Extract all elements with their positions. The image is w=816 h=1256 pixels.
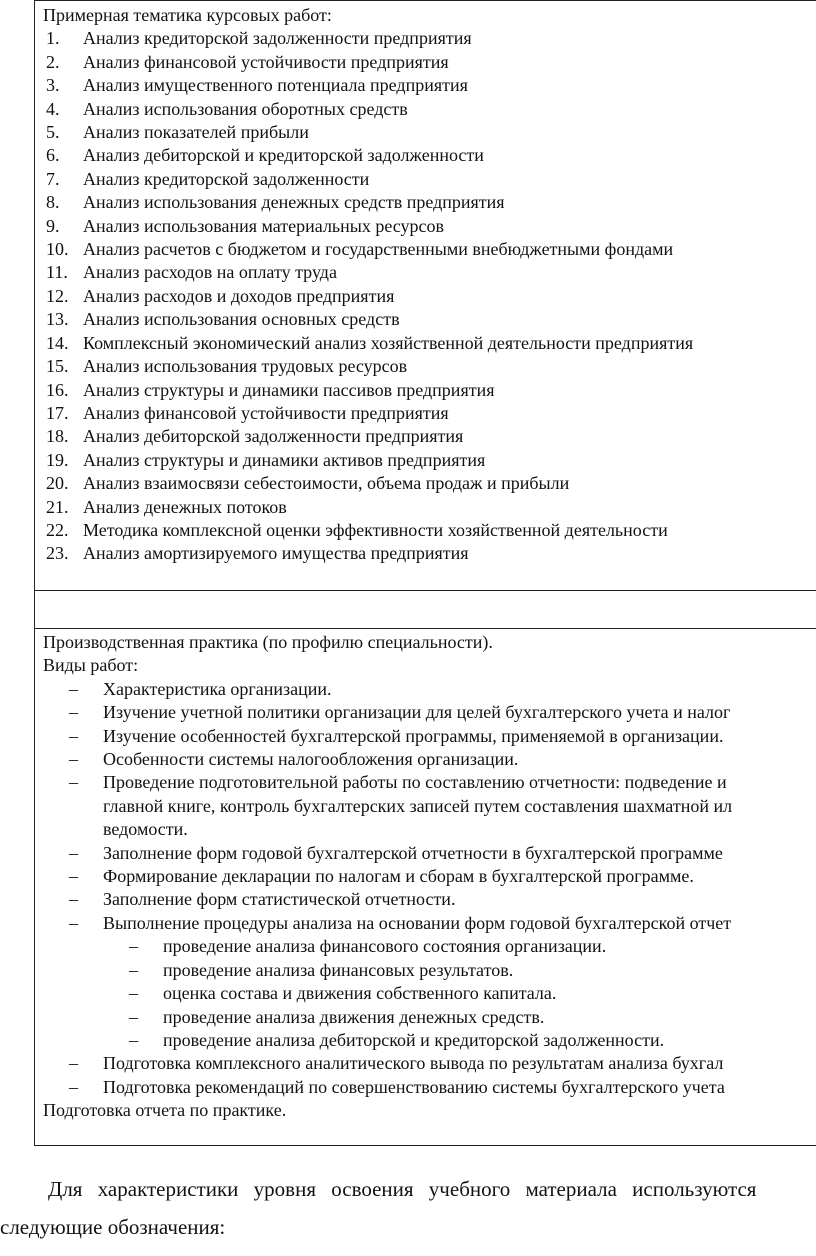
practice-item <box>43 1076 816 1099</box>
practice-subitem <box>43 935 816 958</box>
topic-title: Анализ денежных потоков <box>83 496 287 517</box>
topic-title: Анализ финансовой устойчивости предприятия <box>83 402 449 423</box>
practice-heading: Производственная практика (по профилю специальности). <box>43 632 493 652</box>
dash-bullet: – <box>69 678 78 699</box>
topic-title: Анализ использования трудовых ресурсов <box>83 356 408 377</box>
practice-item-line: проведение анализа финансовых результатов. <box>163 959 514 980</box>
practice-item <box>43 725 816 748</box>
topic-number: 9. <box>46 215 60 236</box>
practice-item <box>43 912 816 935</box>
practice-subitem <box>43 1029 816 1052</box>
topic-title: Анализ показателей прибыли <box>83 122 309 143</box>
topic-title: Анализ использования основных средств <box>83 309 400 330</box>
practice-item-text <box>103 701 730 724</box>
practice-item-text <box>163 1029 664 1052</box>
topic-number: 4. <box>46 98 60 119</box>
topic-title: Анализ структуры и динамики пассивов предприятия <box>83 379 495 400</box>
dash-bullet: – <box>69 725 78 746</box>
practice-subitem <box>43 959 816 982</box>
dash-bullet: – <box>69 842 78 863</box>
topic-title: Анализ имущественного потенциала предприятия <box>83 75 468 96</box>
practice-item-text <box>103 1052 723 1075</box>
topic-item <box>43 379 816 402</box>
topic-item <box>43 121 816 144</box>
practice-item-line: Проведение подготовительной работы по составлению отчетности: подведение и <box>103 772 727 793</box>
topic-title: Анализ расчетов с бюджетом и государственными внебюджетными фондами <box>83 239 674 260</box>
topic-number: 6. <box>46 145 60 166</box>
practice-item <box>43 1052 816 1075</box>
practice-item-text <box>103 842 723 865</box>
topic-item <box>43 51 816 74</box>
practice-item-text <box>103 912 731 935</box>
practice-item-line: проведение анализа дебиторской и кредиторской задолженности. <box>163 1029 665 1050</box>
topic-item <box>43 402 816 425</box>
practice-item-line: проведение анализа движения денежных средств. <box>163 1006 545 1027</box>
practice-item-text <box>103 771 732 841</box>
topic-title: Анализ структуры и динамики активов предприятия <box>83 449 486 470</box>
practice-footer: Подготовка отчета по практике. <box>43 1100 287 1121</box>
topic-number: 13. <box>46 309 69 330</box>
topic-title: Анализ кредиторской задолженности предприятия <box>83 28 472 49</box>
practice-item <box>43 678 816 701</box>
topic-title: Анализ расходов и доходов предприятия <box>83 285 395 306</box>
practice-item-text <box>163 1006 544 1029</box>
topic-item <box>43 449 816 472</box>
topic-item <box>43 98 816 121</box>
topic-item <box>43 168 816 191</box>
practice-item <box>43 771 816 841</box>
dash-bullet: – <box>69 1053 78 1074</box>
topic-number: 2. <box>46 51 60 72</box>
practice-item <box>43 842 816 865</box>
topic-number: 14. <box>46 332 69 353</box>
practice-item <box>43 888 816 911</box>
practice-item <box>43 748 816 771</box>
dash-bullet: – <box>69 1076 78 1097</box>
topic-title: Анализ дебиторской и кредиторской задолженности <box>83 145 484 166</box>
paragraph-line: Для характеристики уровня освоения учебного материала используются <box>48 1177 757 1201</box>
content-table <box>34 0 816 1146</box>
topic-title: Методика комплексной оценки эффективности хозяйственной деятельности <box>83 519 668 540</box>
topic-number: 21. <box>46 496 69 517</box>
empty-cell <box>35 591 816 629</box>
practice-item-line: проведение анализа финансового состояния организации. <box>163 936 607 957</box>
topic-item <box>43 261 816 284</box>
topic-number: 17. <box>46 402 69 423</box>
topic-item <box>43 425 816 448</box>
topic-number: 22. <box>46 519 69 540</box>
topic-title: Комплексный экономический анализ хозяйственной деятельности предприятия <box>83 332 694 353</box>
topic-item <box>43 238 816 261</box>
topic-number: 5. <box>46 122 60 143</box>
practice-item-text <box>103 1076 725 1099</box>
dash-bullet: – <box>129 936 138 957</box>
practice-item-line: Заполнение форм годовой бухгалтерской отчетности в бухгалтерской программе <box>103 842 723 863</box>
topic-title: Анализ расходов на оплату труда <box>83 262 337 283</box>
practice-subheading: Виды работ: <box>43 655 139 676</box>
practice-item-line: Изучение особенностей бухгалтерской программы, применяемой в организации. <box>103 725 724 746</box>
practice-item-text <box>103 725 723 748</box>
dash-bullet: – <box>129 983 138 1004</box>
topic-title: Анализ использования материальных ресурсов <box>83 215 445 236</box>
practice-item-text <box>163 959 513 982</box>
topic-item <box>43 519 816 542</box>
practice-work-list <box>43 678 816 1099</box>
topic-title: Анализ кредиторской задолженности <box>83 168 370 189</box>
practice-item-line: Подготовка комплексного аналитического вывода по результатам анализа бухгал <box>103 1053 724 1074</box>
practice-item <box>43 701 816 724</box>
topic-item <box>43 215 816 238</box>
practice-item-text <box>103 865 694 888</box>
dash-bullet: – <box>129 1029 138 1050</box>
topic-item <box>43 285 816 308</box>
coursework-topic-list <box>43 27 816 565</box>
topic-title: Анализ финансовой устойчивости предприятия <box>83 51 449 72</box>
topic-title: Анализ взаимосвязи себестоимости, объема продаж и прибыли <box>83 473 570 494</box>
paragraph-line: следующие обозначения: <box>0 1215 226 1239</box>
dash-bullet: – <box>129 1006 138 1027</box>
practice-item-line: Характеристика организации. <box>103 678 332 699</box>
topic-item <box>43 144 816 167</box>
body-paragraph <box>0 1170 816 1246</box>
topic-number: 23. <box>46 543 69 564</box>
topic-number: 11. <box>46 262 68 283</box>
practice-item-text <box>103 748 518 771</box>
topic-item <box>43 542 816 565</box>
dash-bullet: – <box>69 702 78 723</box>
practice-subitem <box>43 1006 816 1029</box>
practice-item-line: Выполнение процедуры анализа на основании форм годовой бухгалтерской отчет <box>103 912 732 933</box>
practice-item-line: Подготовка рекомендаций по совершенствованию системы бухгалтерского учета <box>103 1076 725 1097</box>
dash-bullet: – <box>69 749 78 770</box>
practice-item-line: Особенности системы налогообложения организации. <box>103 749 519 770</box>
practice-item-line: главной книге, контроль бухгалтерских записей путем составления шахматной ил <box>103 795 733 816</box>
topic-number: 7. <box>46 168 60 189</box>
practice-item-text <box>103 888 455 911</box>
dash-bullet: – <box>69 866 78 887</box>
practice-item-line: Изучение учетной политики организации для целей бухгалтерского учета и налог <box>103 702 731 723</box>
topic-number: 20. <box>46 473 69 494</box>
topic-item <box>43 191 816 214</box>
topic-number: 3. <box>46 75 60 96</box>
practice-item-line: оценка состава и движения собственного капитала. <box>163 983 557 1004</box>
topic-title: Анализ использования денежных средств предприятия <box>83 192 505 213</box>
dash-bullet: – <box>69 912 78 933</box>
practice-item <box>43 865 816 888</box>
dash-bullet: – <box>69 772 78 793</box>
topic-item <box>43 308 816 331</box>
practice-item-text <box>163 935 606 958</box>
topic-number: 15. <box>46 356 69 377</box>
dash-bullet: – <box>129 959 138 980</box>
topic-item <box>43 472 816 495</box>
dash-bullet: – <box>69 889 78 910</box>
topic-number: 16. <box>46 379 69 400</box>
practice-item-line: ведомости. <box>103 819 188 840</box>
topic-title: Анализ использования оборотных средств <box>83 98 408 119</box>
topic-item <box>43 27 816 50</box>
practice-item-line: Заполнение форм статистической отчетности. <box>103 889 456 910</box>
topic-title: Анализ дебиторской задолженности предприятия <box>83 426 464 447</box>
topic-title: Анализ амортизируемого имущества предприятия <box>83 543 469 564</box>
coursework-heading: Примерная тематика курсовых работ: <box>43 5 332 25</box>
coursework-cell <box>35 1 816 591</box>
topic-item <box>43 332 816 355</box>
practice-item-line: Формирование декларации по налогам и сборам в бухгалтерской программе. <box>103 866 694 887</box>
topic-number: 18. <box>46 426 69 447</box>
topic-number: 8. <box>46 192 60 213</box>
topic-number: 1. <box>46 28 60 49</box>
topic-number: 19. <box>46 449 69 470</box>
practice-item-text <box>163 982 556 1005</box>
practice-cell <box>35 629 816 1146</box>
practice-item-text <box>103 678 332 701</box>
topic-number: 12. <box>46 285 69 306</box>
topic-number: 10. <box>46 239 69 260</box>
practice-subitem <box>43 982 816 1005</box>
topic-item <box>43 74 816 97</box>
topic-item <box>43 355 816 378</box>
topic-item <box>43 496 816 519</box>
